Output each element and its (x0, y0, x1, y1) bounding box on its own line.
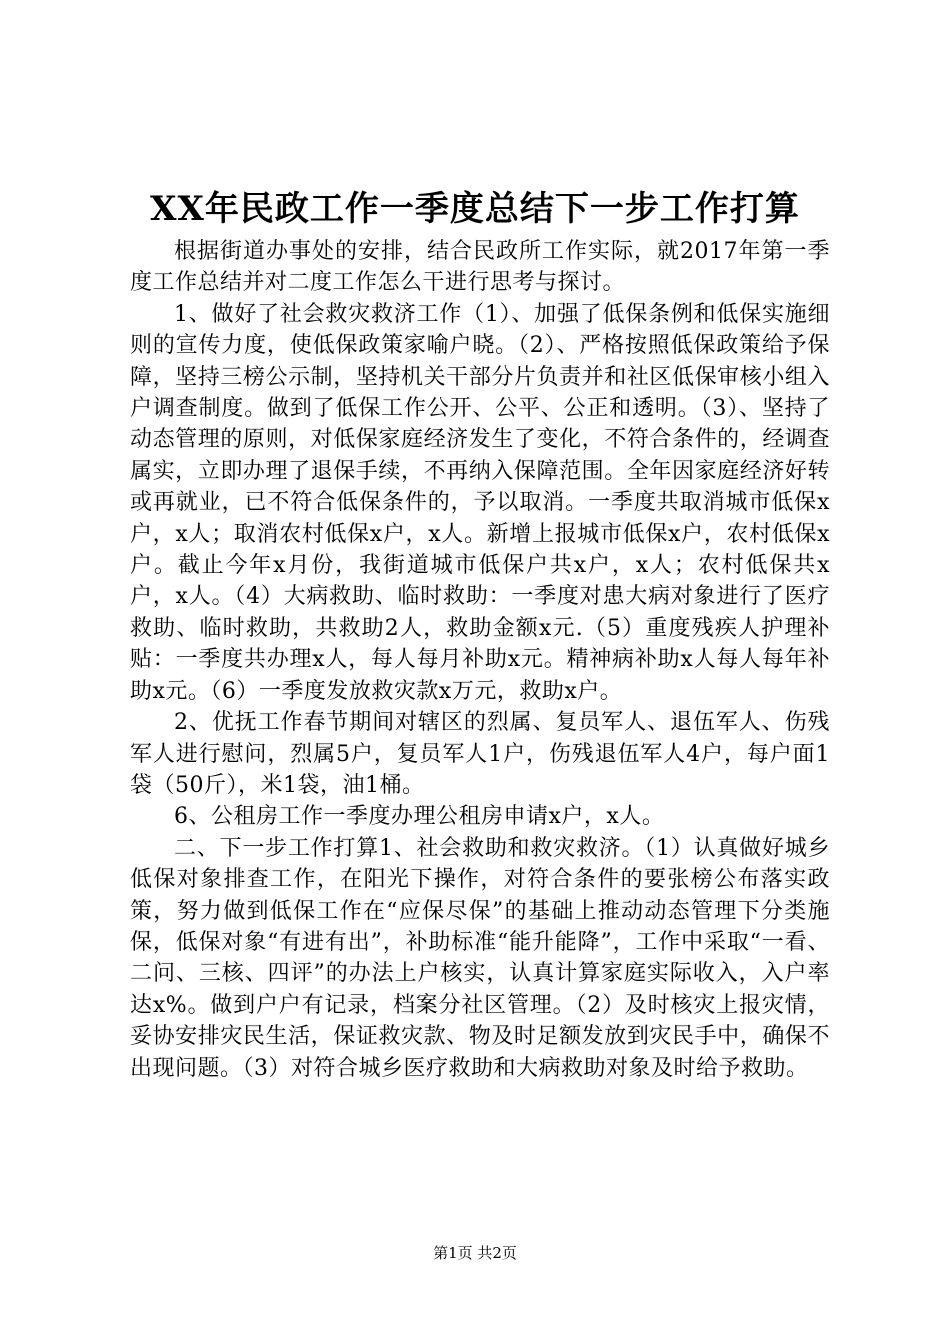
page-footer: 第1页 共2页 (433, 1244, 517, 1262)
paragraph-next-steps: 二、下一步工作打算1、社会救助和救灾救济。（1）认真做好城乡低保对象排查工作，在阳光下操作，对符合条件的要张榜公布落实政策，努力做到低保工作在“应保尽保”的基础上推动动态管理下分类施保，低保对象“有进有出”，补助标准“能升能降”，工作中采取“一看、二问、三核、四评”的办法上户核实，认真计算家庭实际收入，入户率达x%。做到户户有记录，档案分社区管理。（2）及时核灾上报灾情，妥协安排灾民生活，保证救灾款、物及时足额发放到灾民手中，确保不出现问题。（3）对符合城乡医疗救助和大病救助对象及时给予救助。 (130, 835, 830, 1081)
document-body (130, 236, 830, 1084)
paragraph-social-relief: 1、做好了社会救灾救济工作（1）、加强了低保条例和低保实施细则的宣传力度，使低保政策家喻户晓。（2）、严格按照低保政策给予保障，坚持三榜公示制，坚持机关干部分片负责并和社区低保审核小组入户调查制度。做到了低保工作公开、公平、公正和透明。（3）、坚持了动态管理的原则，对低保家庭经济发生了变化，不符合条件的，经调查属实，立即办理了退保手续，不再纳入保障范围。全年因家庭经济好转或再就业，已不符合低保条件的，予以取消。一季度共取消城市低保x户，x人；取消农村低保x户，x人。新增上报城市低保x户，农村低保x户。截止今年x月份，我街道城市低保户共x户，x人；农村低保共x户，x人。（4）大病救助、临时救助：一季度对患大病对象进行了医疗救助、临时救助，共救助2人，救助金额x元.（5）重度残疾人护理补贴：一季度共办理x人，每人每月补助x元。精神病补助x人每人每年补助x元。（6）一季度发放救灾款x万元，救助x户。 (130, 301, 830, 704)
paragraph-preferential-care: 2、优抚工作春节期间对辖区的烈属、复员军人、退伍军人、伤残军人进行慰问，烈属5户，复员军人1户，伤残退伍军人4户，每户面1袋（50斤），米1袋，油1桶。 (130, 710, 830, 798)
document-title: XX年民政工作一季度总结下一步工作打算 (150, 189, 800, 229)
paragraph-intro: 根据街道办事处的安排，结合民政所工作实际，就2017年第一季度工作总结并对二度工作怎么干进行思考与探讨。 (130, 239, 830, 296)
paragraph-public-rental-housing: 6、公租房工作一季度办理公租房申请x户，x人。 (174, 804, 665, 830)
